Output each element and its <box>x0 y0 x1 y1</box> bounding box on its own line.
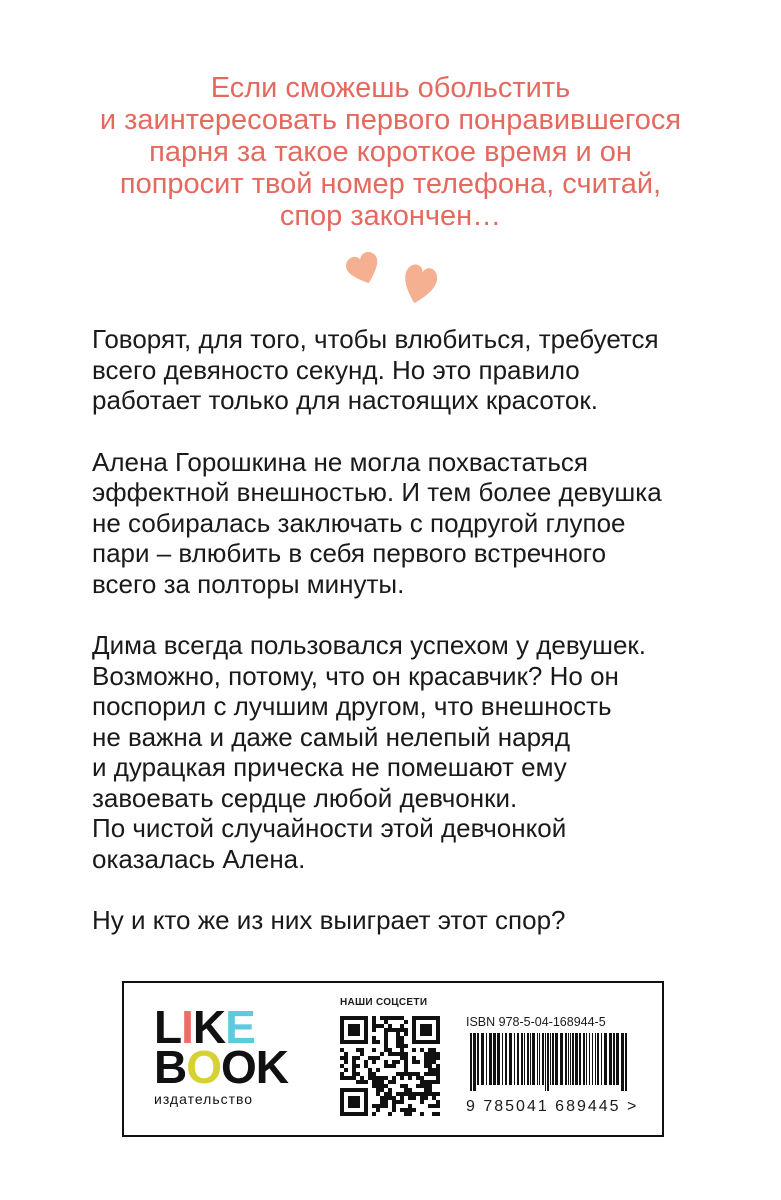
paragraph <box>92 447 732 600</box>
text-line: завоевать сердце любой девчонки. <box>92 782 518 813</box>
logo-letter: K <box>192 1001 226 1053</box>
paragraph <box>92 630 732 874</box>
qr-code-icon[interactable] <box>340 1016 440 1116</box>
text-line: не важна и даже самый нелепый наряд <box>92 721 571 752</box>
text-line: По чистой случайности этой девчонкой <box>92 813 567 843</box>
text-line: поспорил с лучшим другом, что внешность <box>92 691 612 721</box>
logo-letter: K <box>255 1041 289 1093</box>
text-line: Алена Горошкина не могла похвастаться <box>92 446 588 477</box>
publisher-logo <box>154 1001 304 1107</box>
logo-letter: O <box>221 1041 256 1093</box>
tagline-line: попросит твой номер телефона, считай, <box>119 168 662 200</box>
tagline-line: Если сможешь обольстить <box>210 72 571 104</box>
text-line: и дурацкая прическа не помешают ему <box>92 752 567 782</box>
logo-row-book <box>154 1041 304 1093</box>
text-line: не собиралась заключать с подругой глупое <box>92 507 626 538</box>
social-qr-block <box>340 997 450 1121</box>
text-line: Возможно, потому, что он красавчик? Но он <box>92 660 619 691</box>
tagline-line: парня за такое короткое время и он <box>149 136 632 168</box>
book-description <box>92 324 732 967</box>
tagline <box>60 72 721 232</box>
paragraph <box>92 905 732 936</box>
logo-letter: I <box>181 1001 193 1053</box>
hearts-decoration <box>342 248 442 312</box>
text-line: Говорят, для того, чтобы влюбиться, требуется <box>92 324 659 354</box>
tagline-line: спор закончен… <box>279 200 502 232</box>
text-line: Ну и кто же из них выиграет этот спор? <box>92 905 566 935</box>
paragraph <box>92 324 732 416</box>
logo-letter: L <box>154 1001 182 1053</box>
publisher-subtitle: издательство <box>154 1091 254 1107</box>
barcode-block <box>466 1015 646 1116</box>
text-line: работает только для настоящих красоток. <box>92 385 598 415</box>
heart-icon <box>343 249 383 288</box>
barcode-number: 9 785041 689445 > <box>466 1098 639 1115</box>
social-label: НАШИ СОЦСЕТИ <box>340 997 428 1008</box>
text-line: Дима всегда пользовался успехом у девушек. <box>92 630 647 660</box>
text-line: оказалась Алена. <box>92 843 306 874</box>
heart-icon <box>399 262 440 307</box>
logo-letter: E <box>225 1001 255 1053</box>
text-line: всего девяносто секунд. Но это правило <box>92 354 580 385</box>
logo-letter: B <box>154 1041 187 1093</box>
text-line: эффектной внешностью. И тем более девушка <box>92 477 662 507</box>
footer-box <box>122 981 664 1137</box>
logo-letter: O <box>186 1041 222 1093</box>
barcode-icon <box>466 1033 631 1091</box>
text-line: пари – влюбить в себя первого встречного <box>92 538 607 568</box>
tagline-line: и заинтересовать первого понравившегося <box>99 104 682 136</box>
isbn-text: ISBN 978-5-04-168944-5 <box>466 1015 606 1029</box>
text-line: всего за полторы минуты. <box>92 568 405 599</box>
